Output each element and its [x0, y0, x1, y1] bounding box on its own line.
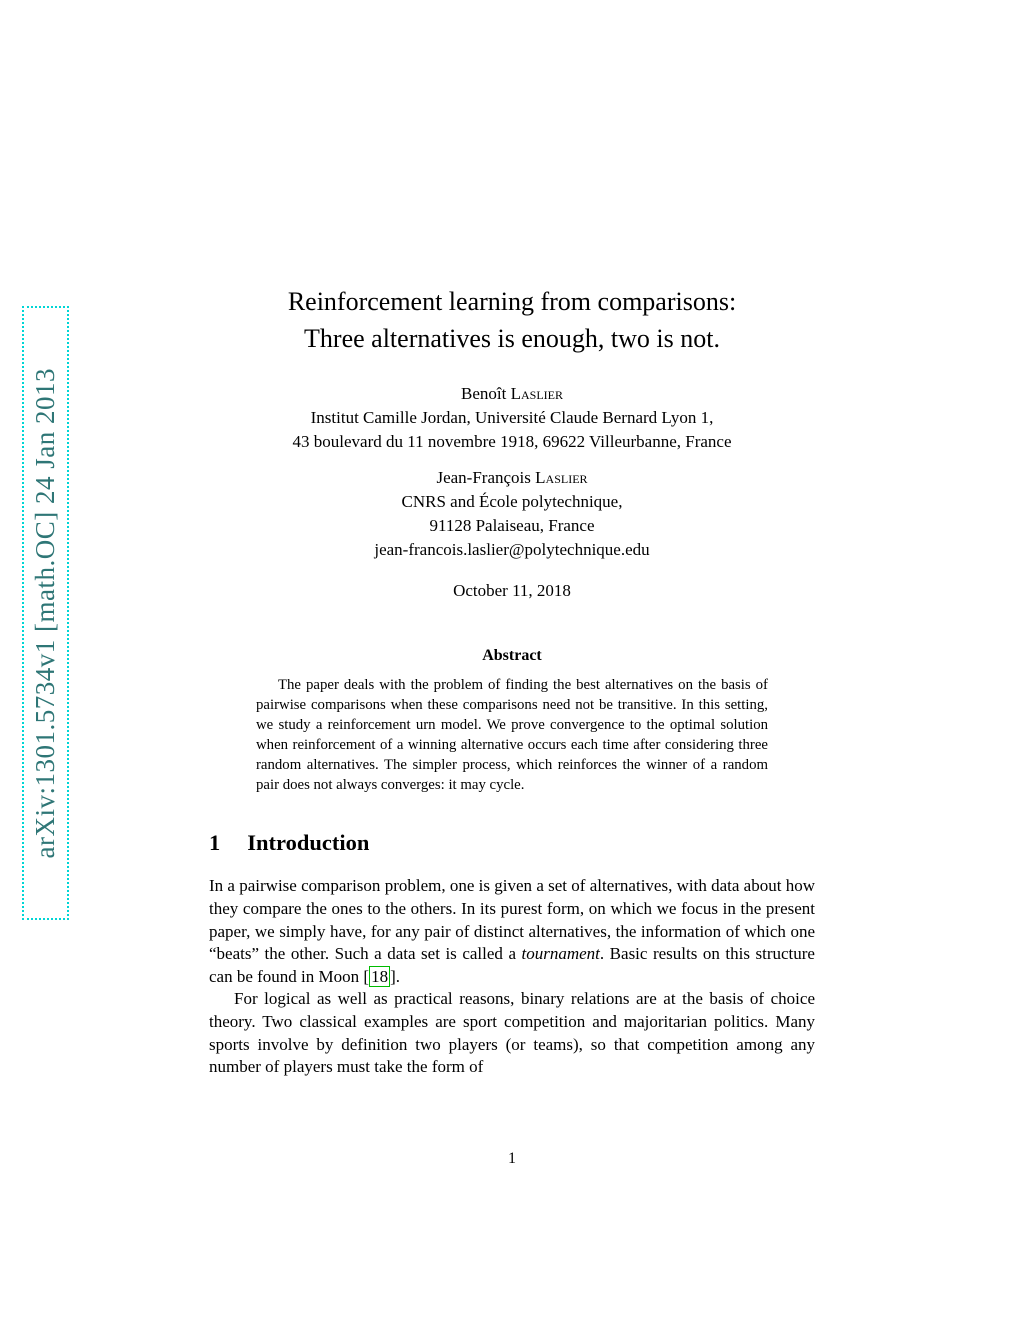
- intro-paragraph-1-text-cont: . Basic results on this structure can be found in Moon [: [209, 944, 815, 986]
- intro-paragraph-2: For logical as well as practical reasons, binary relations are at the basis of choice theory. Two classical examples are sport competition and majoritarian politics. Many sports involve by definition two players (or teams), so that competition among any number of players must take the form of: [209, 989, 815, 1077]
- intro-paragraph-1: [209, 875, 815, 988]
- intro-paragraph-1-text: In a pairwise comparison problem, one is given a set of alternatives, with data about how they compare the ones to the others. In its purest form, on which we focus in the present paper, we simply have, for any pair of distinct alternatives, the information of which one “beats” the other. Such a data set is called a: [209, 876, 815, 964]
- arxiv-stamp: [22, 306, 69, 920]
- paper-title-line2: Three alternatives is enough, two is not.: [304, 324, 720, 353]
- author-2-lastname: Laslier: [535, 468, 588, 487]
- section-1-title: Introduction: [247, 830, 370, 856]
- authors-block: [209, 382, 815, 562]
- paper-title-line1: Reinforcement learning from comparisons:: [287, 287, 737, 316]
- author-1-affiliation-line2: 43 boulevard du 11 novembre 1918, 69622 Villeurbanne, France: [292, 432, 732, 451]
- author-2-affiliation-line2: 91128 Palaiseau, France: [429, 516, 595, 535]
- abstract-heading: Abstract: [482, 647, 542, 664]
- citation-link-18[interactable]: 18: [371, 966, 389, 986]
- author-1-affiliation-line1: Institut Camille Jordan, Université Claude Bernard Lyon 1,: [310, 408, 714, 427]
- intro-paragraph-1-text-end: ].: [390, 966, 400, 986]
- section-1-heading: [209, 830, 815, 856]
- author-1-lastname: Laslier: [510, 384, 563, 403]
- tournament-emphasis: tournament: [521, 944, 600, 964]
- abstract-block: [209, 647, 815, 795]
- paper-content-column: [209, 0, 815, 1079]
- author-2-affiliation-line1: CNRS and École polytechnique,: [401, 492, 623, 511]
- abstract-text: The paper deals with the problem of finding the best alternatives on the basis of pairwise comparisons when these comparisons need not be transitive. In this setting, we study a reinforcement urn model. We prove convergence to the optimal solution when reinforcement of a winning alternative occurs each time after considering three random alternatives. The simpler process, which reinforces the winner of a random pair does not always converges: it may cycle.: [256, 677, 768, 793]
- author-2-firstname: Jean-François: [436, 468, 536, 487]
- author-1-name: [209, 382, 815, 406]
- page-number: 1: [508, 1150, 516, 1167]
- author-2-email: jean-francois.laslier@polytechnique.edu: [374, 540, 650, 559]
- paper-title: [209, 283, 815, 357]
- author-1-firstname: Benoît: [461, 384, 511, 403]
- author-2-name: [209, 466, 815, 490]
- paper-date: October 11, 2018: [453, 581, 571, 600]
- section-1-number: 1: [209, 830, 221, 856]
- arxiv-stamp-text: arXiv:1301.5734v1 [math.OC] 24 Jan 2013: [30, 367, 60, 859]
